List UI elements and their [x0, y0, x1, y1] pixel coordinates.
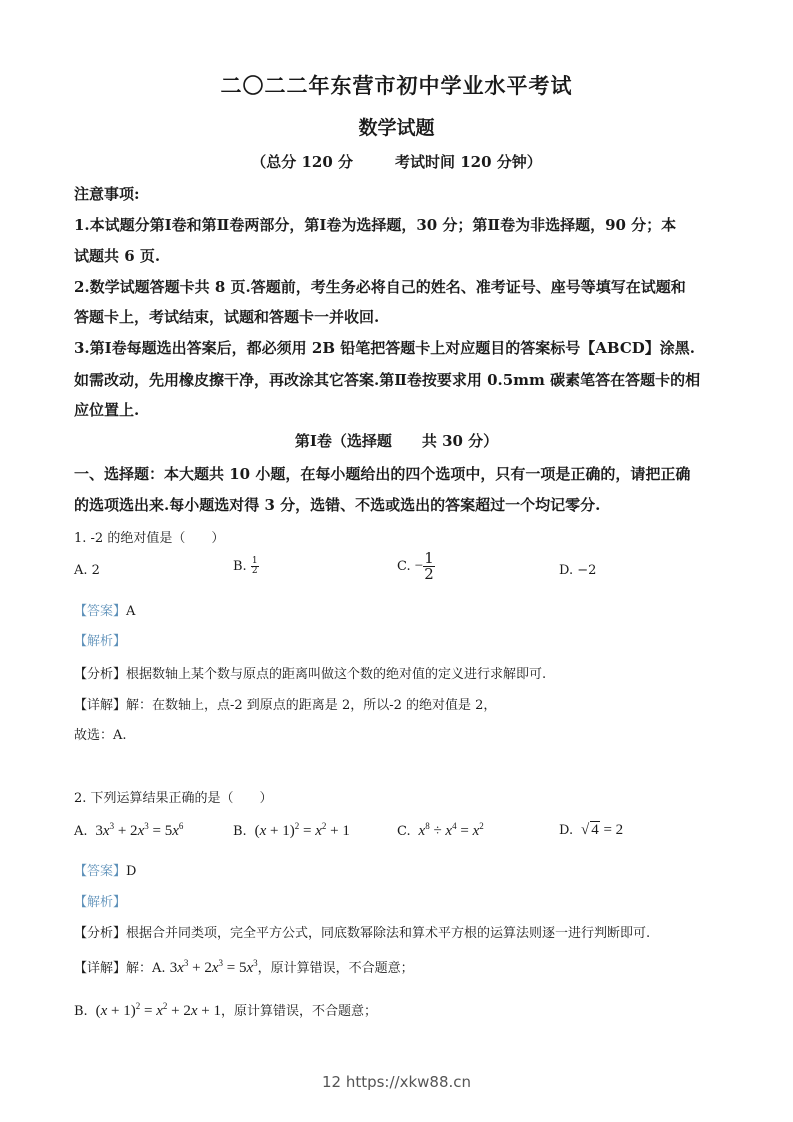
question-2-stem: 2. 下列运算结果正确的是（ ）: [74, 791, 273, 806]
q1-answer: 【答案】A: [74, 604, 136, 619]
q1-option-c: C. − $\frac{1}{2}$: [397, 549, 434, 583]
q1-option-a: A. 2: [74, 563, 100, 578]
score-time-line: [0, 151, 793, 172]
exam-title: 二〇二二年东营市初中学业水平考试: [220, 74, 573, 98]
math-expression: $3x^3 + 2x^3 = 5x^3$: [169, 958, 258, 976]
q2-option-b: B. $(x + 1)^2 = x^2 + 1$: [233, 821, 350, 839]
q1-conclusion: 故选：A.: [74, 728, 127, 743]
section-instruction: 一、选择题：本大题共 10 小题，在每小题给出的四个选项中，只有一项是正确的，请把正确: [74, 465, 691, 483]
q2-analysis-label: 【解析】: [74, 895, 127, 910]
q1-analysis-label: 【解析】: [74, 634, 127, 649]
notes-heading: 注意事项:: [74, 185, 140, 203]
q2-option-d: D. √ 4 = 2: [559, 822, 624, 838]
q1-fenxi: 【分析】根据数轴上某个数与原点的距离叫做这个数的绝对值的定义进行求解即可.: [74, 667, 547, 682]
note-line: 答题卡上，考试结束，试题和答题卡一并收回.: [74, 308, 380, 326]
note-line: 1.本试题分第Ⅰ卷和第Ⅱ卷两部分，第Ⅰ卷为选择题，30 分；第Ⅱ卷为非选择题，90 分；本: [74, 216, 677, 234]
q2-option-c: C. $x^8 \div x^4 = x^2$: [397, 821, 484, 839]
q2-fenxi: 【分析】根据合并同类项，完全平方公式，同底数幂除法和算术平方根的运算法则逐一进行判断即可.: [74, 926, 651, 941]
q1-option-d: D. −2: [559, 563, 597, 578]
section-instruction: 的选项选出来.每小题选对得 3 分，选错、不选或选出的答案超过一个均记零分.: [74, 496, 601, 514]
section-heading: 第Ⅰ卷（选择题 共 30 分）: [294, 432, 499, 450]
q2-xiangjie-b: B. $(x + 1)^2 = x^2 + 2x + 1$，原计算错误，不合题意；: [74, 1001, 377, 1019]
note-line: 应位置上.: [74, 401, 140, 419]
q2-answer: 【答案】D: [74, 864, 137, 879]
note-line: 试题共 6 页.: [74, 247, 161, 265]
math-expression: $3x^3 + 2x^3 = 5x^6$: [91, 821, 184, 839]
question-1-stem: 1. -2 的绝对值是（ ）: [74, 531, 225, 546]
q2-xiangjie-a: 【详解】解：A. $3x^3 + 2x^3 = 5x^3$，原计算错误，不合题意；: [74, 958, 414, 976]
math-expression: $(x + 1)^2 = x^2 + 2x + 1$: [91, 1001, 221, 1019]
note-line: 2.数学试题答题卡共 8 页.答题前，考生务必将自己的姓名、准考证号、座号等填写在试题和: [74, 278, 686, 296]
math-expression: √ 4 = 2: [577, 822, 624, 838]
time-limit: 考试时间 120 分钟）: [395, 153, 542, 171]
fraction: $\frac{1}{2}$: [251, 556, 258, 576]
q1-xiangjie: 【详解】解：在数轴上，点-2 到原点的距离是 2，所以-2 的绝对值是 2，: [74, 698, 497, 713]
total-score: （总分 120 分: [251, 153, 353, 171]
math-expression: $x^8 \div x^4 = x^2$: [418, 821, 484, 839]
q1-option-b: B. $\frac{1}{2}$: [233, 556, 258, 576]
fraction: $\frac{1}{2}$: [424, 549, 434, 583]
q2-option-a: A. $3x^3 + 2x^3 = 5x^6$: [74, 821, 184, 839]
math-expression: $(x + 1)^2 = x^2 + 1$: [250, 821, 350, 839]
note-line: 3.第Ⅰ卷每题选出答案后，都必须用 2B 铅笔把答题卡上对应题目的答案标号【ABCD】涂黑.: [74, 339, 696, 357]
exam-subtitle: 数学试题: [358, 117, 435, 139]
note-line: 如需改动，先用橡皮擦干净，再改涂其它答案.第Ⅱ卷按要求用 0.5mm 碳素笔答在答题卡的相: [74, 371, 701, 389]
page-footer: 12 https://xkw88.cn: [321, 1073, 472, 1091]
